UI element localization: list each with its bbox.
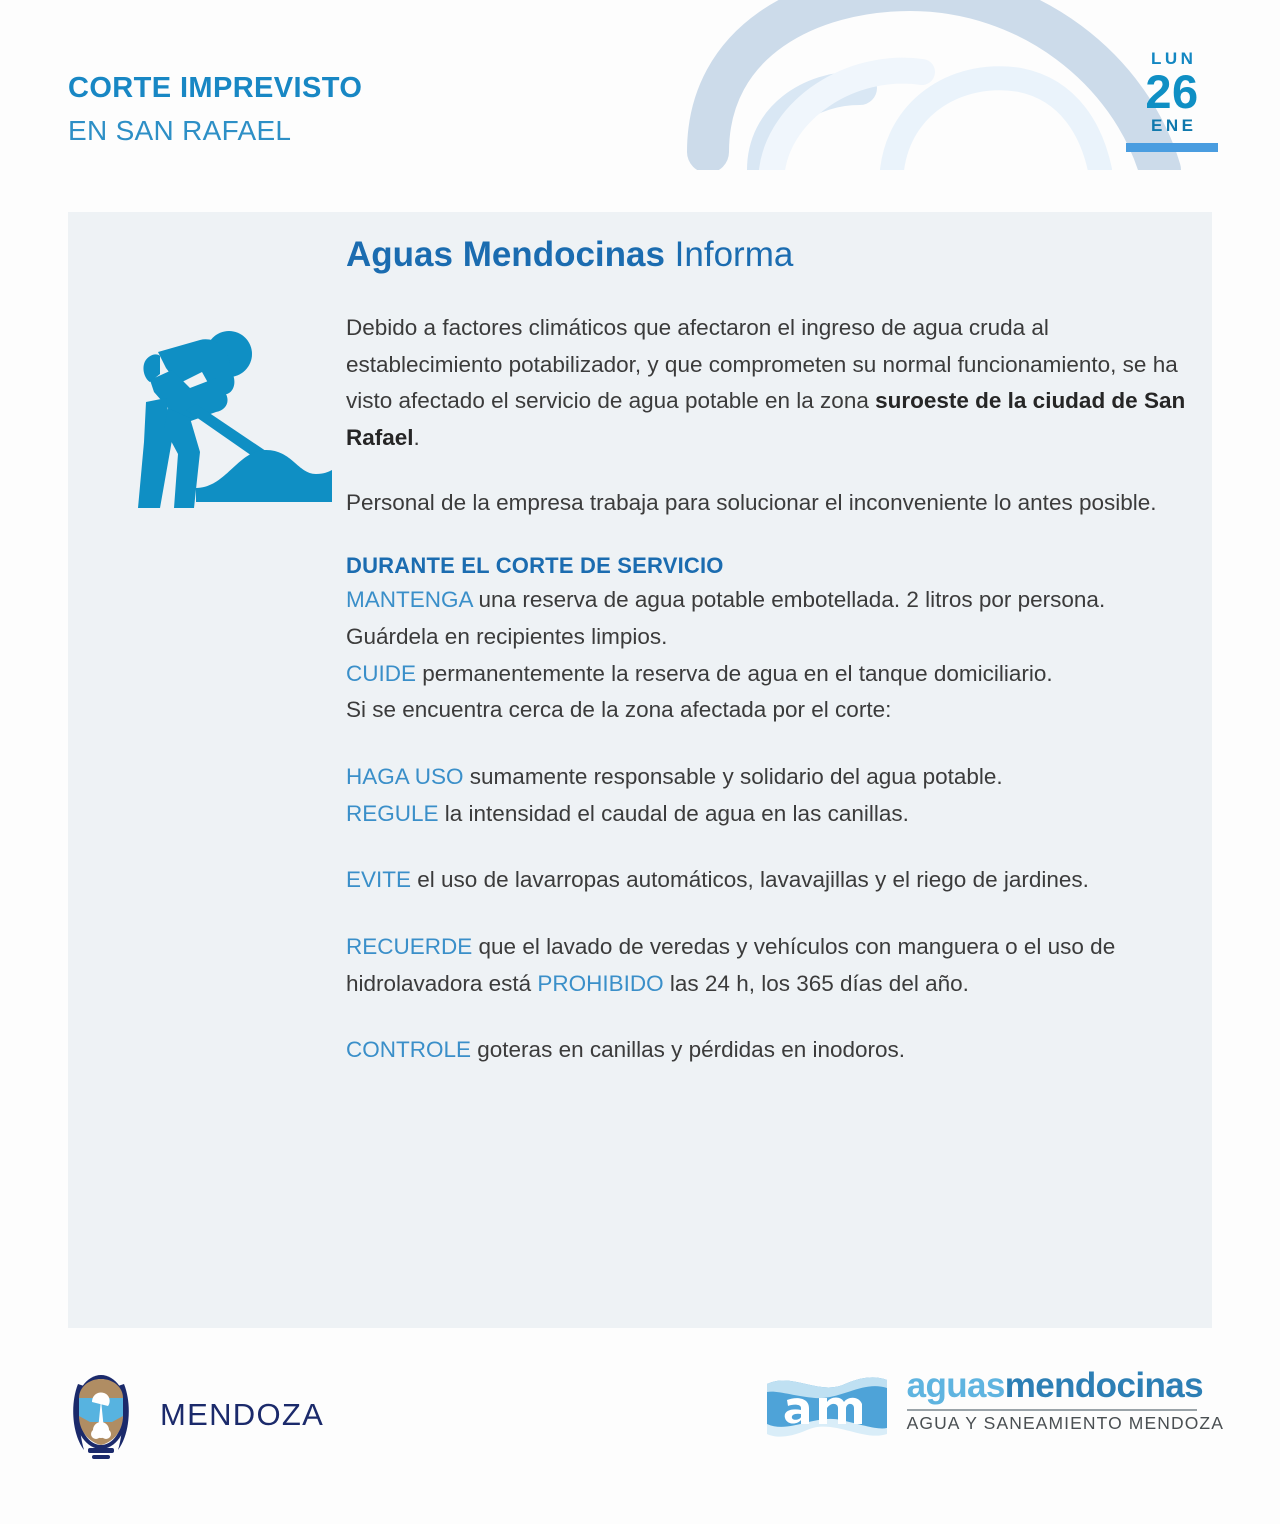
instruction-near-zone: Si se encuentra cerca de la zona afectada por el corte:	[346, 697, 892, 723]
am-wordmark-mendocinas: mendocinas	[1004, 1366, 1203, 1405]
instruction-cuide-text: permanentemente la reserva de agua en el tanque domiciliario.	[416, 660, 1053, 686]
spacer	[346, 1002, 1202, 1032]
page-subtitle: EN SAN RAFAEL	[68, 115, 292, 146]
aguas-mendocinas-am-monogram-icon	[763, 1366, 891, 1447]
header-titles	[68, 74, 362, 145]
am-wordmark-aguas: aguas	[906, 1366, 1005, 1405]
page-footer	[0, 1352, 1280, 1492]
instruction-evite-text: el uso de lavarropas automáticos, lavavajillas y el riego de jardines.	[411, 867, 1089, 893]
date-badge	[1126, 50, 1218, 152]
date-month: ENE	[1151, 115, 1197, 135]
keyword-mantenga: MANTENGA	[346, 587, 473, 613]
am-tagline: AGUA Y SANEAMIENTO MENDOZA	[906, 1412, 1224, 1433]
instruction-recuerde-text-1: que el lavado de veredas y vehículos con manguera o el uso de hidrolavadora está	[346, 934, 1116, 996]
instruction-controle-text: goteras en canillas y pérdidas en inodoros.	[471, 1037, 906, 1063]
aguas-mendocinas-brand	[763, 1366, 1224, 1447]
roadwork-worker-icon	[116, 322, 332, 528]
aguas-mendocinas-wordmark	[907, 1368, 1224, 1433]
spacer	[346, 832, 1202, 862]
panel-headline	[346, 234, 1202, 276]
mendoza-government-crest-icon	[68, 1360, 134, 1469]
instruction-regule	[346, 796, 1202, 833]
instruction-recuerde	[346, 929, 1202, 1002]
paragraph-cause-part2: .	[413, 425, 420, 451]
keyword-cuide: CUIDE	[346, 660, 417, 686]
paragraph-cause	[346, 310, 1202, 457]
instruction-mantenga	[346, 582, 1202, 655]
keyword-haga-uso: HAGA USO	[346, 764, 464, 790]
headline-brand: Aguas Mendocinas	[346, 235, 665, 274]
panel-content	[346, 234, 1202, 1069]
date-day: 26	[1145, 65, 1199, 118]
paragraph-cause-zone: suroeste de la ciudad de San Rafael	[346, 388, 1186, 451]
page-title: CORTE IMPREVISTO	[68, 72, 363, 104]
section-heading-during-outage: DURANTE EL CORTE DE SERVICIO	[346, 553, 724, 579]
spacer	[346, 899, 1202, 929]
instruction-evite	[346, 862, 1202, 899]
keyword-controle: CONTROLE	[346, 1037, 472, 1063]
headline-suffix: Informa	[664, 235, 794, 274]
instruction-haga-uso-text: sumamente responsable y solidario del agua potable.	[463, 764, 1003, 790]
instruction-haga-uso	[346, 759, 1202, 796]
keyword-recuerde: RECUERDE	[346, 934, 473, 960]
spacer	[346, 729, 1202, 759]
keyword-regule: REGULE	[346, 800, 439, 826]
paragraph-crew: Personal de la empresa trabaja para solucionar el inconveniente lo antes posible.	[346, 489, 1157, 515]
instruction-regule-text: la intensidad el caudal de agua en las canillas.	[438, 800, 909, 826]
date-weekday: LUN	[1151, 49, 1197, 68]
announcement-panel	[68, 212, 1212, 1328]
instruction-mantenga-text: una reserva de agua potable embotellada. 2 litros por persona. Guárdela en recipientes limpios.	[346, 587, 1106, 650]
paragraph-cause-part1: Debido a factores climáticos que afectaron el ingreso de agua cruda al establecimiento potabilizador, y que comprometen su normal funcionamiento, se ha visto afectado el servicio de agua potable en la zona	[346, 315, 1178, 414]
am-wordmark-line	[907, 1366, 1203, 1405]
government-brand	[68, 1360, 324, 1469]
instruction-cuide	[346, 656, 1202, 693]
instruction-controle	[346, 1032, 1202, 1069]
page-header	[0, 0, 1280, 200]
date-underline-rule	[1126, 143, 1218, 152]
keyword-prohibido: PROHIBIDO	[537, 970, 664, 996]
keyword-evite: EVITE	[346, 867, 412, 893]
instruction-recuerde-text-2: las 24 h, los 365 días del año.	[663, 970, 969, 996]
am-wordmark-rule	[907, 1409, 1197, 1411]
government-name: MENDOZA	[160, 1396, 325, 1432]
